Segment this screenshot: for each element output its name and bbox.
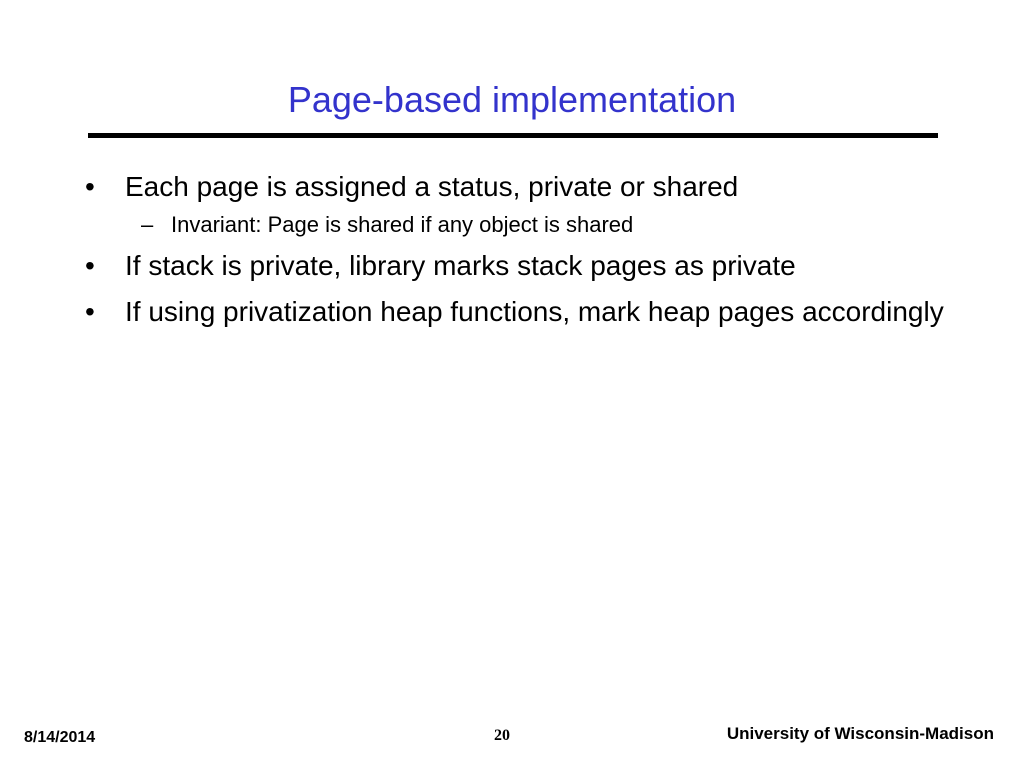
bullet-text: If stack is private, library marks stack pages as private xyxy=(125,250,796,281)
bullet-text: If using privatization heap functions, mark heap pages accordingly xyxy=(125,296,944,327)
bullet-text: Each page is assigned a status, private or shared xyxy=(125,171,739,202)
bullet-item xyxy=(85,166,965,241)
slide-title: Page-based implementation xyxy=(287,79,737,120)
bullet-marker: • xyxy=(85,250,95,281)
bullet-marker: • xyxy=(85,171,95,202)
title-underline xyxy=(88,133,938,138)
bullet-item xyxy=(85,245,965,287)
bullet-marker: • xyxy=(85,296,95,327)
sub-bullet-list xyxy=(125,209,965,241)
sub-bullet-marker: – xyxy=(141,212,154,237)
footer-page-number: 20 xyxy=(494,727,510,744)
footer-organization: University of Wisconsin-Madison xyxy=(726,724,994,743)
bullet-item xyxy=(85,291,965,333)
sub-bullet-text: Invariant: Page is shared if any object is shared xyxy=(171,212,634,237)
sub-bullet-item xyxy=(125,209,965,241)
bullet-list xyxy=(85,166,965,337)
footer-date: 8/14/2014 xyxy=(24,729,96,746)
